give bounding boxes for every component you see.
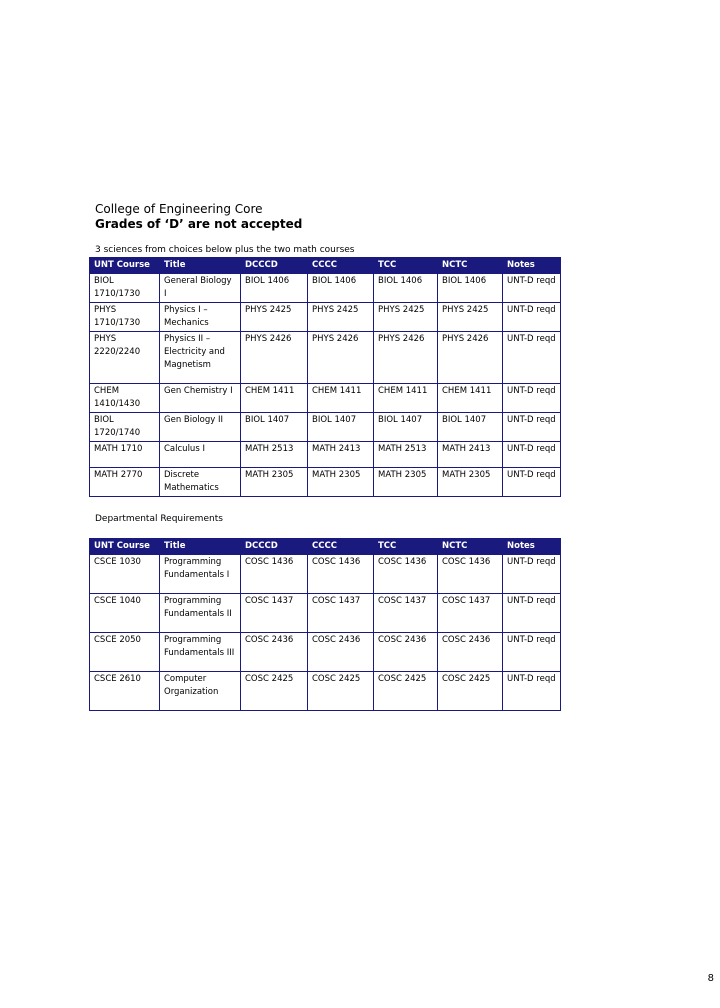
- header-cell: DCCCD: [241, 258, 308, 274]
- table-cell: CHEM 1411: [438, 384, 503, 413]
- header-cell: Title: [160, 539, 241, 555]
- table-cell: BIOL 1720/1740: [90, 413, 160, 442]
- departmental-requirements-table: [89, 538, 561, 711]
- table-cell: BIOL 1407: [308, 413, 374, 442]
- table-cell: BIOL 1710/1730: [90, 274, 160, 303]
- table-cell: MATH 2305: [308, 468, 374, 497]
- table-row: [90, 442, 561, 468]
- table-cell: UNT-D reqd: [503, 555, 561, 594]
- table-row: [90, 468, 561, 497]
- table-cell: Calculus I: [160, 442, 241, 468]
- table-cell: PHYS 1710/1730: [90, 303, 160, 332]
- table-cell: COSC 2425: [241, 672, 308, 711]
- table-row: [90, 413, 561, 442]
- table-cell: PHYS 2426: [438, 332, 503, 384]
- table-cell: Programming Fundamentals II: [160, 594, 241, 633]
- core-requirements-table: [89, 257, 561, 497]
- table-cell: CHEM 1411: [241, 384, 308, 413]
- table-cell: COSC 2425: [438, 672, 503, 711]
- table-cell: Physics II – Electricity and Magnetism: [160, 332, 241, 384]
- table-cell: COSC 2425: [308, 672, 374, 711]
- table-cell: UNT-D reqd: [503, 274, 561, 303]
- section-subtitle: Grades of ‘D’ are not accepted: [95, 217, 303, 231]
- table-row: [90, 384, 561, 413]
- header-cell: NCTC: [438, 258, 503, 274]
- table-cell: PHYS 2426: [308, 332, 374, 384]
- table-cell: COSC 2436: [241, 633, 308, 672]
- header-cell: UNT Course: [90, 539, 160, 555]
- header-cell: TCC: [374, 539, 438, 555]
- table-cell: MATH 2305: [374, 468, 438, 497]
- table-cell: COSC 2425: [374, 672, 438, 711]
- table-row: [90, 303, 561, 332]
- table-cell: Gen Biology II: [160, 413, 241, 442]
- table-cell: COSC 1436: [374, 555, 438, 594]
- table-cell: CHEM 1411: [374, 384, 438, 413]
- table-cell: PHYS 2425: [241, 303, 308, 332]
- table-cell: Gen Chemistry I: [160, 384, 241, 413]
- table-cell: COSC 2436: [374, 633, 438, 672]
- header-cell: Title: [160, 258, 241, 274]
- table-cell: CHEM 1410/1430: [90, 384, 160, 413]
- table-cell: COSC 1436: [438, 555, 503, 594]
- table-cell: General Biology I: [160, 274, 241, 303]
- table-cell: PHYS 2426: [241, 332, 308, 384]
- page-number: 8: [707, 973, 714, 984]
- table-cell: COSC 1436: [241, 555, 308, 594]
- table-cell: UNT-D reqd: [503, 442, 561, 468]
- header-cell: CCCC: [308, 258, 374, 274]
- header-cell: UNT Course: [90, 258, 160, 274]
- table-cell: UNT-D reqd: [503, 413, 561, 442]
- table-cell: UNT-D reqd: [503, 384, 561, 413]
- table-cell: PHYS 2426: [374, 332, 438, 384]
- table-cell: MATH 2513: [374, 442, 438, 468]
- table-cell: MATH 2413: [438, 442, 503, 468]
- section-title: College of Engineering Core: [95, 202, 263, 216]
- table-row: [90, 633, 561, 672]
- table-cell: MATH 2770: [90, 468, 160, 497]
- table-cell: PHYS 2220/2240: [90, 332, 160, 384]
- table-cell: CSCE 1030: [90, 555, 160, 594]
- table-cell: BIOL 1407: [374, 413, 438, 442]
- table-cell: UNT-D reqd: [503, 468, 561, 497]
- table-cell: Programming Fundamentals I: [160, 555, 241, 594]
- table-row: [90, 332, 561, 384]
- table-cell: MATH 1710: [90, 442, 160, 468]
- table-cell: UNT-D reqd: [503, 332, 561, 384]
- table-cell: COSC 1437: [374, 594, 438, 633]
- table-cell: CHEM 1411: [308, 384, 374, 413]
- table-cell: CSCE 1040: [90, 594, 160, 633]
- table-cell: COSC 1437: [308, 594, 374, 633]
- table-cell: MATH 2305: [438, 468, 503, 497]
- table-row: [90, 594, 561, 633]
- table-header-row: [90, 539, 561, 555]
- table-cell: MATH 2413: [308, 442, 374, 468]
- intro-text: 3 sciences from choices below plus the two math courses: [95, 245, 355, 255]
- header-cell: TCC: [374, 258, 438, 274]
- departmental-heading: Departmental Requirements: [95, 514, 223, 524]
- table-cell: UNT-D reqd: [503, 303, 561, 332]
- table-cell: COSC 1437: [241, 594, 308, 633]
- table-cell: Computer Organization: [160, 672, 241, 711]
- table-cell: COSC 2436: [308, 633, 374, 672]
- table-cell: BIOL 1407: [438, 413, 503, 442]
- table-cell: Discrete Mathematics: [160, 468, 241, 497]
- table-cell: UNT-D reqd: [503, 672, 561, 711]
- table-cell: UNT-D reqd: [503, 633, 561, 672]
- table-cell: BIOL 1407: [241, 413, 308, 442]
- table-cell: BIOL 1406: [438, 274, 503, 303]
- table-cell: UNT-D reqd: [503, 594, 561, 633]
- table-cell: MATH 2305: [241, 468, 308, 497]
- table-cell: CSCE 2610: [90, 672, 160, 711]
- table-cell: BIOL 1406: [241, 274, 308, 303]
- table-cell: PHYS 2425: [438, 303, 503, 332]
- table-cell: CSCE 2050: [90, 633, 160, 672]
- table-cell: Physics I – Mechanics: [160, 303, 241, 332]
- table-cell: PHYS 2425: [308, 303, 374, 332]
- table-cell: Programming Fundamentals III: [160, 633, 241, 672]
- table-header-row: [90, 258, 561, 274]
- table-cell: BIOL 1406: [308, 274, 374, 303]
- header-cell: NCTC: [438, 539, 503, 555]
- table-row: [90, 672, 561, 711]
- header-cell: DCCCD: [241, 539, 308, 555]
- header-cell: Notes: [503, 258, 561, 274]
- table-cell: COSC 2436: [438, 633, 503, 672]
- header-cell: Notes: [503, 539, 561, 555]
- table-cell: COSC 1437: [438, 594, 503, 633]
- table-cell: BIOL 1406: [374, 274, 438, 303]
- table-row: [90, 555, 561, 594]
- table-cell: PHYS 2425: [374, 303, 438, 332]
- header-cell: CCCC: [308, 539, 374, 555]
- table-cell: MATH 2513: [241, 442, 308, 468]
- table-cell: COSC 1436: [308, 555, 374, 594]
- table-row: [90, 274, 561, 303]
